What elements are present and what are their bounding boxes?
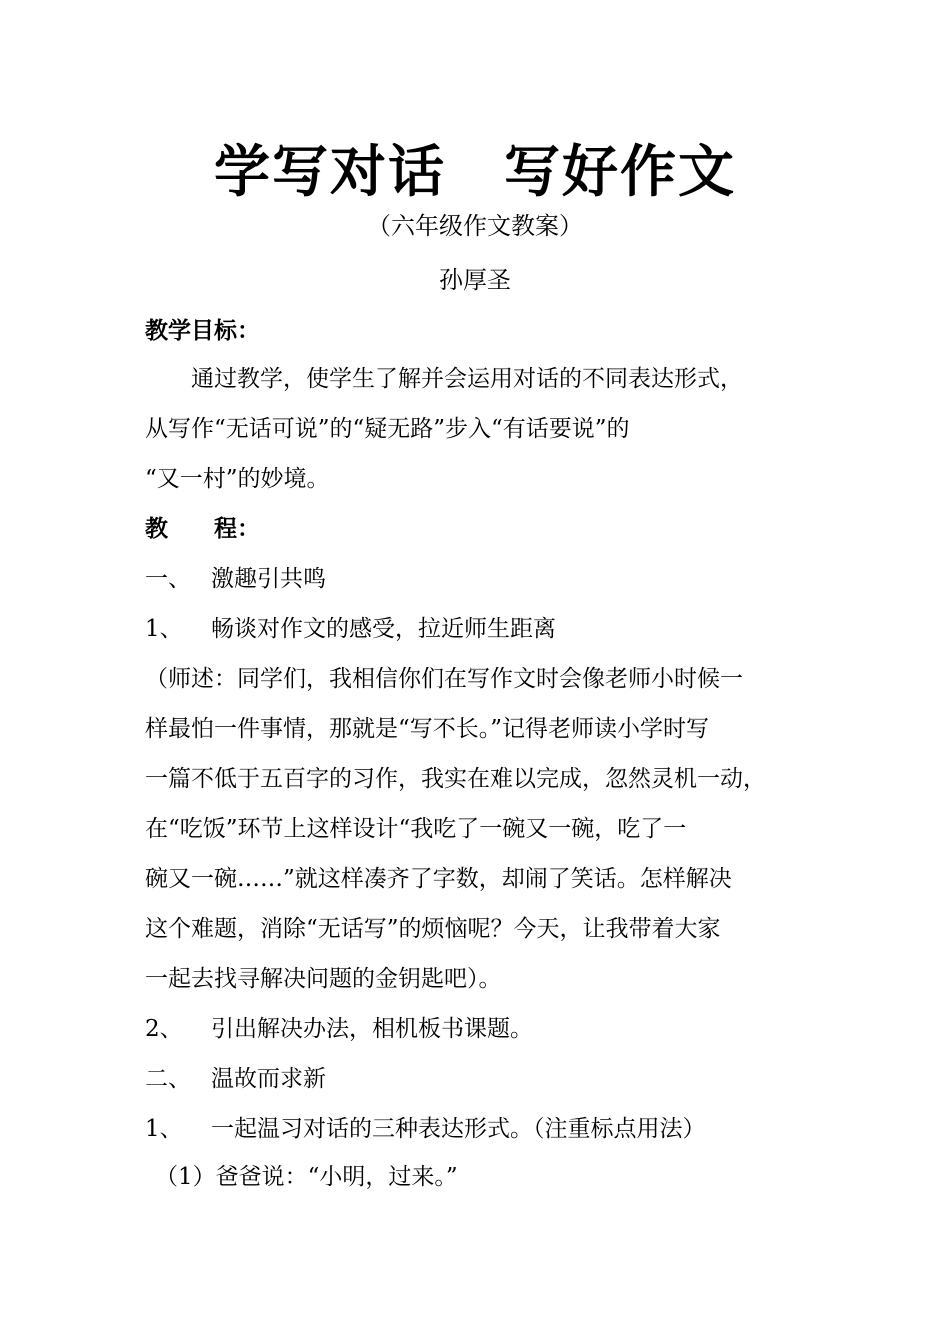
process-heading: 教 程： [145, 516, 260, 542]
document-title: 学写对话 写好作文 [214, 139, 736, 205]
section-heading-2 [145, 1060, 326, 1093]
section-title: 温故而求新 [211, 1066, 326, 1092]
section-number: 一、 [145, 566, 191, 592]
teacher-narration-line: 碗又一碗……”就这样凑齐了字数，却闹了笑话。怎样解决 [145, 866, 732, 892]
item-number: 1、 [145, 1116, 183, 1142]
teacher-narration-line: 样最怕一件事情，那就是“写不长。”记得老师读小学时写 [145, 716, 710, 742]
teacher-narration-line: 一篇不低于五百字的习作，我实在难以完成，忽然灵机一动， [145, 766, 766, 792]
item-text: 引出解决办法，相机板书课题。 [211, 1016, 533, 1042]
item-text: 畅谈对作文的感受，拉近师生距离 [211, 616, 556, 642]
list-item-1-1 [145, 610, 825, 643]
document-subtitle: （六年级作文教案） [367, 212, 583, 240]
teacher-narration-line: 一起去找寻解决问题的金钥匙吧）。 [145, 966, 502, 992]
list-item-1-2 [145, 1010, 825, 1043]
section-heading-1 [145, 560, 326, 593]
item-text: 一起温习对话的三种表达形式。（注重标点用法） [211, 1116, 706, 1142]
author-name: 孙厚圣 [439, 266, 511, 294]
objectives-line: “又一村”的妙境。 [145, 466, 330, 492]
item-number: 1、 [145, 616, 183, 642]
teacher-narration-line: 在“吃饭”环节上这样设计“我吃了一碗又一碗，吃了一 [145, 816, 687, 842]
item-number: 2、 [145, 1016, 183, 1042]
list-item-2-1 [145, 1110, 825, 1143]
example-line-1: （1）爸爸说：“小明，过来。” [155, 1164, 458, 1190]
objectives-heading: 教学目标： [145, 318, 260, 344]
section-title: 激趣引共鸣 [211, 566, 326, 592]
objectives-line: 通过教学，使学生了解并会运用对话的不同表达形式， [145, 366, 743, 392]
objectives-line: 从写作“无话可说”的“疑无路”步入“有话要说”的 [145, 416, 630, 442]
teacher-narration-line: 这个难题，消除“无话写”的烦恼呢？今天，让我带着大家 [145, 916, 721, 942]
teacher-narration-line: （师述：同学们，我相信你们在写作文时会像老师小时候一 [145, 666, 743, 692]
section-number: 二、 [145, 1066, 191, 1092]
